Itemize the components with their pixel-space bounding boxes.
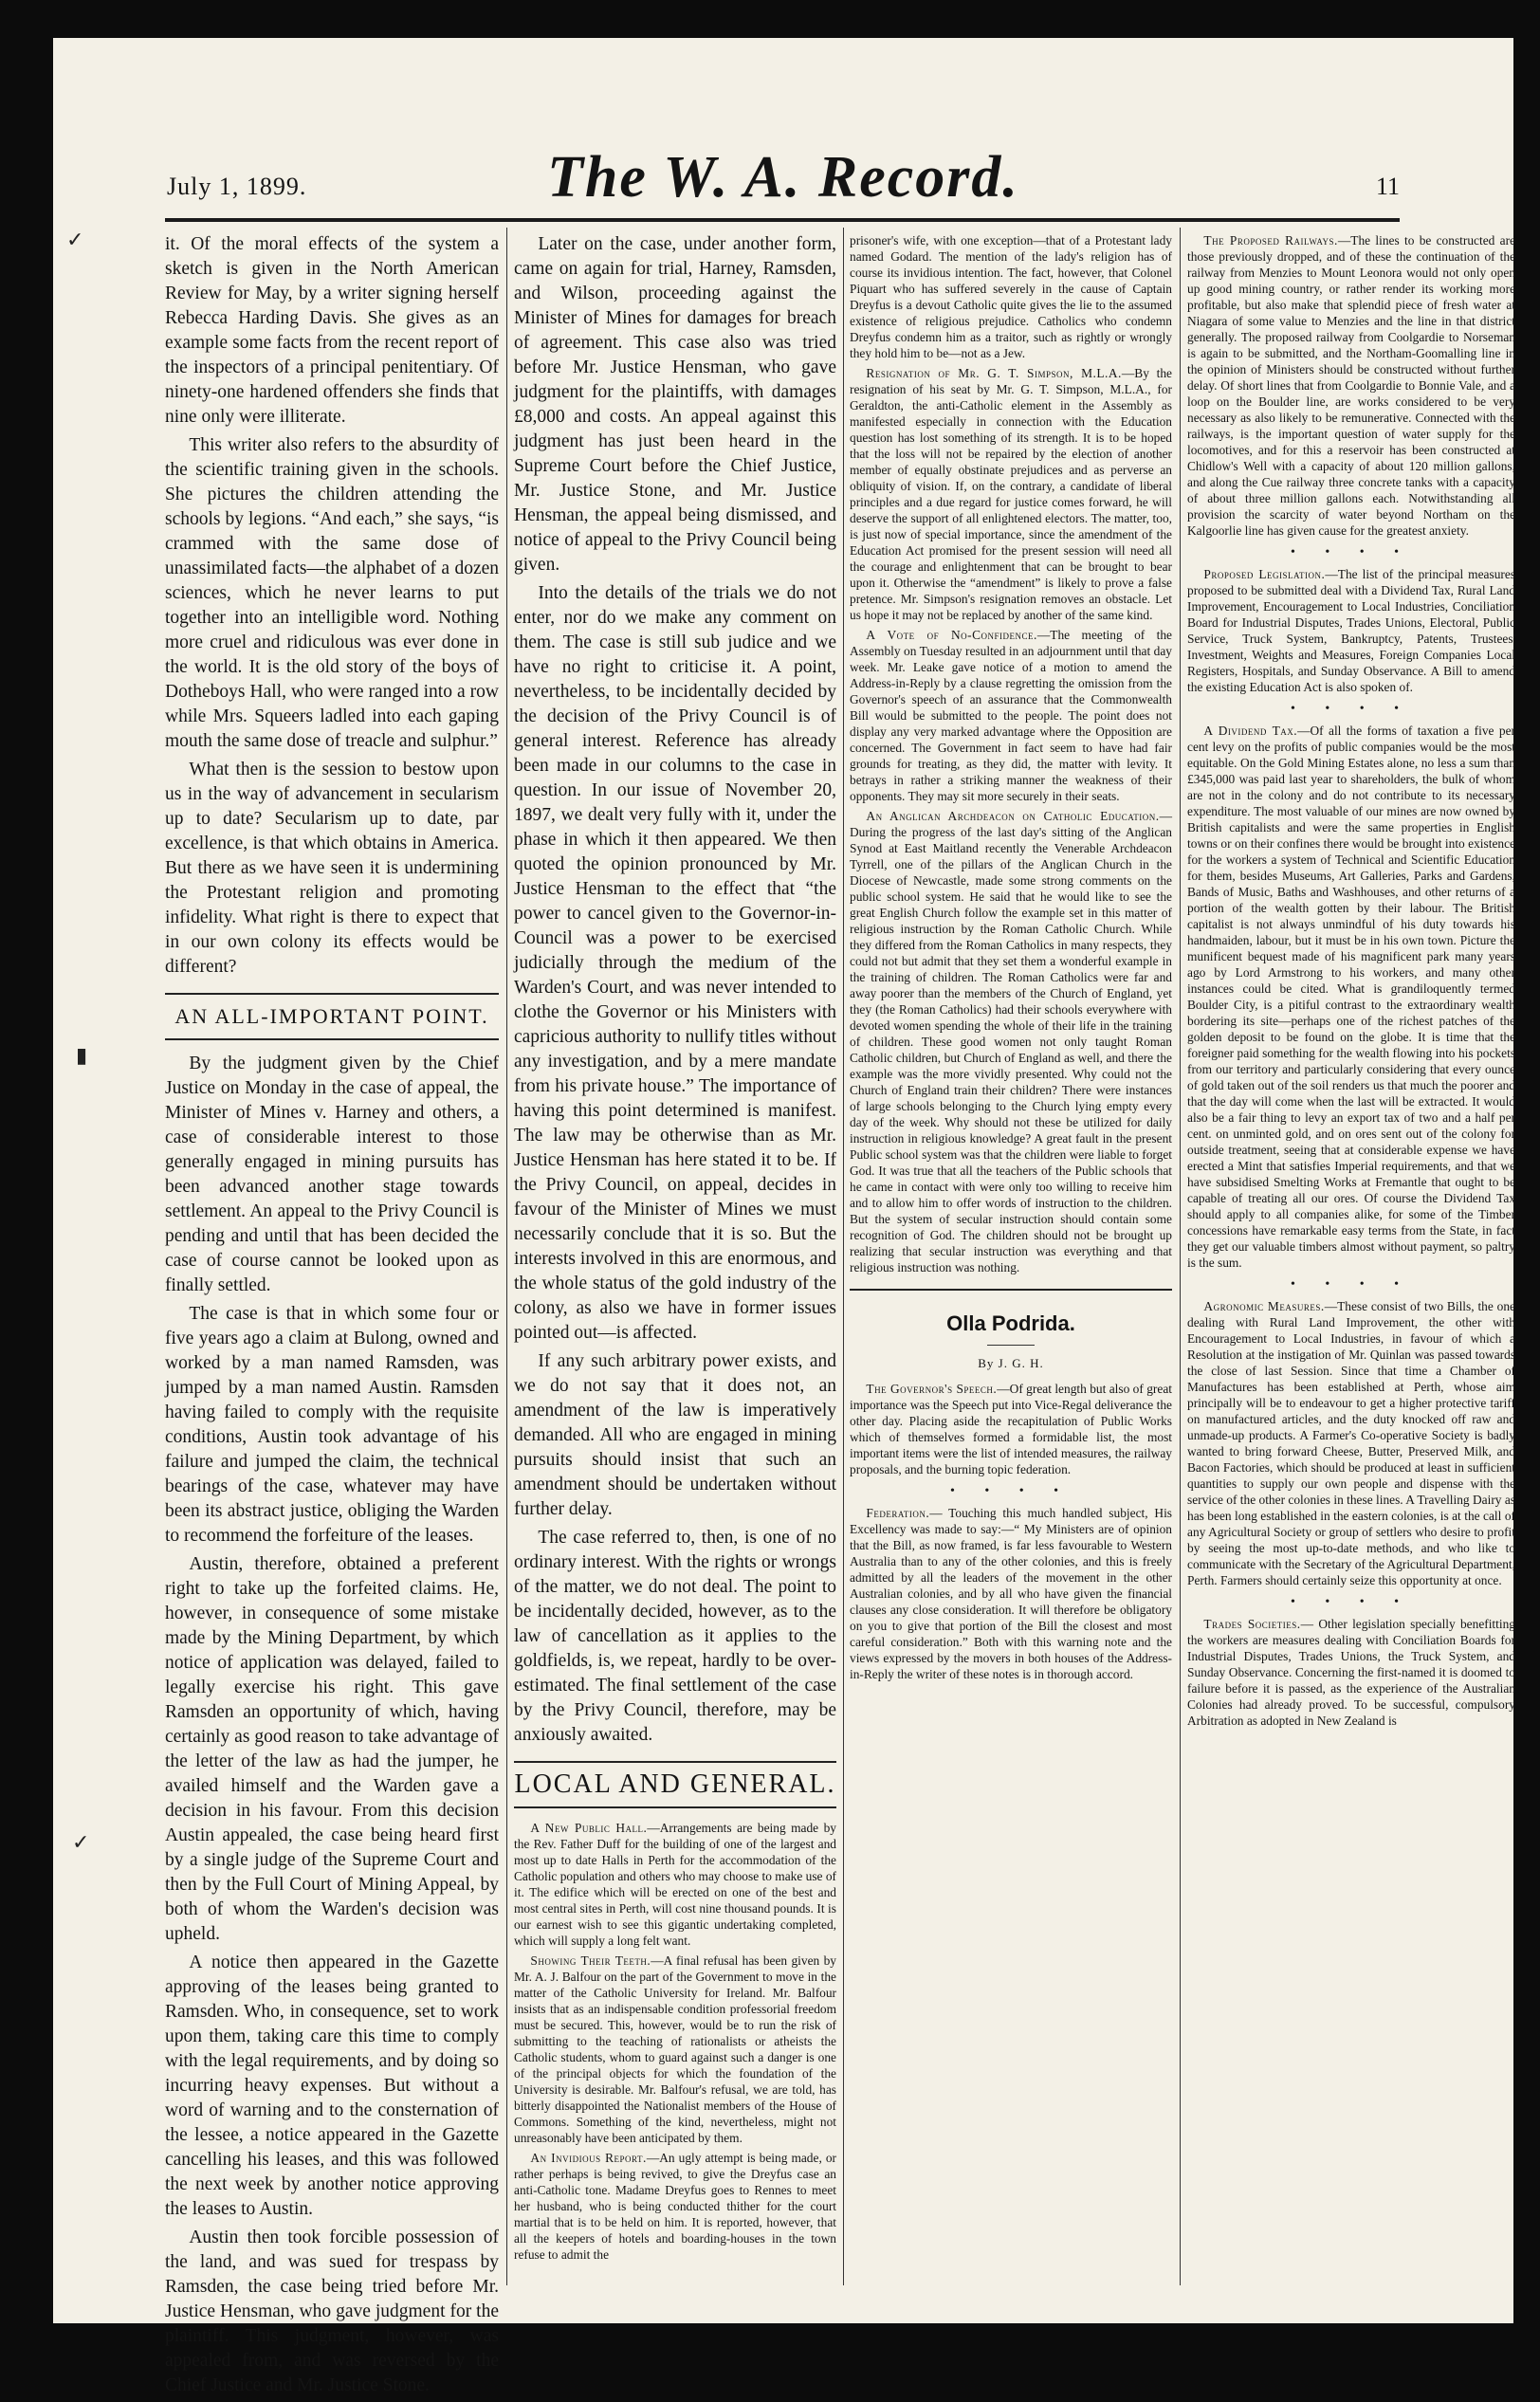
item-title: A New Public Hall. (530, 1821, 648, 1835)
newspaper-title: The W. A. Record. (547, 145, 1019, 210)
news-item (850, 1381, 1172, 1477)
news-item (514, 1820, 836, 1949)
item-body: —By the resignation of his seat by Mr. G. T. Simpson, M.L.A., for Geraldton, the anti-Catholic element in the Assembly as manifested especially in connection with the Education question has lost something of its strength. It is to be hoped that the loss will not be repaired by the election of another member of equally obstinate prejudices and as perverse an obliquity of vision. If, on the contrary, a candidate of liberal principles and a due regard for justice comes forward, he will deserve the support of all enlightened electors. The matter, too, is just now of special importance, since the amendment of the Education Act promised for the present session will need all the courage and enlightenment that can be brought to bear upon it. Otherwise the “amendment” is likely to prove a false pretence. Mr. Simpson's resignation removes an obstacle. Let us hope it may not be replaced by another of the same kind. (850, 366, 1172, 622)
item-title: An Invidious Report. (530, 2151, 647, 2165)
news-item (1187, 232, 1515, 539)
column-divider (1180, 228, 1181, 2285)
paragraph: The case is that in which some four or five years ago a claim at Bulong, owned and worked by a man named Ramsden, was jumped by a man named Austin. Ramsden having failed to comply with the requisite conditions, Austin took advantage of his failure and jumped the claim, the technical bearings of the case, whatever may have been its abstract justice, obliging the Warden to recommend the forfeiture of the leases. (165, 1304, 499, 1546)
column-3 (850, 232, 1172, 1686)
paragraph: Later on the case, under another form, came on again for trial, Harney, Ramsden, and Wilson, proceeding against the Minister of Mines for damages for breach of agreement. This case also was tried before Mr. Justice Hensman, who gave judgment for the plaintiffs, with damages £8,000 and costs. An appeal against this judgment has just been heard in the Supreme Court before the Chief Justice, Mr. Justice Stone, and Mr. Justice Hensman, the appeal being dismissed, and notice of appeal to the Privy Council being given. (514, 234, 836, 575)
paragraph: Austin, therefore, obtained a preferent right to take up the forfeited claims. He, however, in consequence of some mistake made by the Mining Department, by which notice of application was delayed, failed to legally exercise his right. This gave Ramsden an opportunity of which, having certainly as good reason to take advantage of the letter of the law as had the jumper, he availed himself and the Warden gave a decision in his favour. From this decision Austin appealed, the case being heard first by a single judge of the Supreme Court and then by the Full Court of Mining Appeal, by both of whom the Warden's decision was upheld. (165, 1554, 499, 1944)
item-title: A Vote of No-Confidence. (866, 628, 1037, 642)
item-title: Proposed Legislation. (1203, 567, 1326, 581)
paragraph: By the judgment given by the Chief Justice on Monday in the case of appeal, the Minister of Mines v. Harney and others, a case of considerable interest to those generally engaged in mining pursuits has been advanced another stage towards settlement. An appeal to the Privy Council is pending and until that has been decided the case of course cannot be looked upon as finally settled. (165, 1054, 499, 1295)
margin-mark-icon: ✓ (66, 228, 84, 251)
news-item (1187, 1298, 1515, 1588)
paragraph: A notice then appeared in the Gazette approving of the leases being granted to Ramsden. Who, in consequence, set to work upon them, taking care this time to comply with the legal requirements, and by doing so incurring heavy expenses. But without a word of warning and to the consternation of the lessee, a notice appeared in the Gazette cancelling his leases, and this was followed the next week by another notice approving the leases to Austin. (165, 1953, 499, 2219)
news-item (1187, 1616, 1515, 1729)
item-body: —A final refusal has been given by Mr. A. J. Balfour on the part of the Government to move in the matter of the Catholic University for Ireland. Mr. Balfour insists that as an indispensable condition professorial freedom must be secured. This, however, would be to run the risk of submitting to the teaching of rationalists or atheists the Catholic students, whom to guard against such a danger is one of the principal objects for which the foundation of the University is desirable. Mr. Balfour's refusal, we are told, has bitterly disappointed the Nationalist members of the House of Commons. Something of the kind, nevertheless, might not unreasonably have been anticipated by them. (514, 1953, 836, 2145)
section-heading: AN ALL-IMPORTANT POINT. (165, 993, 499, 1040)
news-item (514, 2150, 836, 2263)
item-title: Federation. (866, 1506, 930, 1520)
news-item (850, 1505, 1172, 1682)
page-number: 11 (1375, 173, 1400, 200)
margin-mark-icon: ▮ (76, 1043, 88, 1067)
paragraph: prisoner's wife, with one exception—that of a Protestant lady named Godard. The mention of the lady's religion has of course its invidious intention. The fact, however, that Colonel Piquart who has suffered severely in the cause of Captain Dreyfus is a devout Catholic quite gives the lie to the assumed existence of religious prejudice. Catholics who condemn Dreyfus condemn him as a traitor, such as rightly or wrongly they hold him to be—not as a Jew. (850, 233, 1172, 360)
small-rule (987, 1345, 1035, 1346)
byline: By J. G. H. (978, 1356, 1044, 1370)
section-rule (850, 1289, 1172, 1291)
issue-date: July 1, 1899. (167, 173, 307, 200)
item-title: The Governor's Speech. (866, 1382, 998, 1396)
column-4 (1187, 232, 1515, 1733)
item-body: —The meeting of the Assembly on Tuesday resulted in an adjournment until that day week. Mr. Leake gave notice of a motion to amend the Address-in-Reply by a clause regretting the omission from the Governor's speech of an assurance that the Commonwealth Bill would be submitted to the people. The point does not display any very marked advantage where the Opposition are concerned. The Government in fact seem to have had fair grounds for treating, as they did, the matter with levity. It betrays in rather a striking manner the weakness of their opponents. They may sit more securely in their seats. (850, 628, 1172, 803)
item-title: Showing Their Teeth. (530, 1953, 651, 1968)
news-item (850, 365, 1172, 623)
paragraph: Into the details of the trials we do not enter, nor do we make any comment on them. The case is still sub judice and we have no right to criticise it. A point, nevertheless, to be incidentally decided by the decision of the Privy Council is of general interest. Reference has already been made in our columns to the case in question. In our issue of November 20, 1897, we dealt very fully with it, under the phase in which it then appeared. We then quoted the opinion pronounced by Mr. Justice Hensman to the effect that “the power to cancel given to the Governor-in-Council was a power to be exercised judicially through the medium of the Warden's Court, and was never intended to clothe the Governor or his Ministers with capricious authority to nullify titles without any investigation, and by a mere mandate from his private house.” The importance of having this point determined is manifest. The law may be otherwise than as Mr. Justice Hensman has here stated it to be. If the Privy Council, on appeal, decides in favour of the Minister of Mines we must necessarily conclude that it is so. But the interests involved in this are enormous, and the whole status of the gold industry of the colony, as also we have in former issues pointed out—is affected. (514, 583, 836, 1343)
news-item (1187, 566, 1515, 695)
margin-mark-icon: ✓ (72, 1830, 90, 1854)
newspaper-page (53, 38, 1516, 2395)
item-body: — Other legislation specially benefitting the workers are measures dealing with Conciliation Boards for Industrial Disputes, Trades Unions, the Truck System, and Sunday Observance. Concerning the first-named it is doomed to failure before it is passed, as the experience of the Australian Colonies had already proved. To be successful, compulsory Arbitration as adopted in New Zealand is (1187, 1617, 1515, 1728)
ornament-stars: • • • • (1290, 702, 1413, 716)
item-body: —The lines to be constructed are those previously dropped, and of these the continuation of the railway from Menzies to Mount Leonora would not only open up good mining country, or rather render its working more profitable, but also make that splendid piece of fresh water at Niagara of some value to Menzies and the line in that district generally. The proposed railway from Coolgardie to Norseman is again to be submitted, and the Northam-Goomalling line in the opinion of Ministers should be constructed without further delay. Of short lines that from Coolgardie to Bonnie Vale, and a loop on the Boulder line, are works considered to be very necessary as also likely to be remunerative. Connected with the railways, is the important question of water supply for the locomotives, and for this a reservoir has been constructed at Chidlow's Well with a capacity of about 120 million gallons, and along the Cue railway three concrete tanks with a capacity of about three million gallons each. Notwithstanding all provision the scarcity of water beyond Northam on the Kalgoorlie line has given cause for the greatest anxiety. (1187, 233, 1515, 538)
item-body: —An ugly attempt is being made, or rather perhaps is being revived, to give the Dreyfus case an anti-Catholic tone. Madame Dreyfus goes to Rennes to meet her husband, who is being conducted thither for the court martial that is to be held on him. It is reported, however, that all the keepers of hotels and boarding-houses in the town refuse to admit the (514, 2151, 836, 2262)
item-body: —During the progress of the last day's sitting of the Anglican Synod at East Maitland recently the Venerable Archdeacon Tyrrell, one of the pillars of the Anglican Church in the Diocese of Newcastle, made some strong comments on the public school system. He said that he would like to see the great English Church follow the example set in this matter of religious instruction by the Roman Catholic Church. While they differed from the Roman Catholics in many respects, they could not but admit that they set them a wonderful example in the training of children. The Roman Catholics were far and away poorer than the members of the Church of England, yet they (the Roman Catholics) had their schools everywhere with devoted women spending the whole of their life in the training of children. These good women not only taught Roman Catholic children, but Church of England as well, and there the example was the more vividly presented. Why could not the Church of England train their children? There were instances of large schools belonging to the Church lying empty every day of the week. Why should not these be utilized for daily instruction in religious knowledge? A great fault in the present Public school system was that the children were liable to forget God. It was true that all the teachers of the Public schools that he came in contact with were only too willing to receive him and to allow him to offer words of instruction to the children. But the system of secular instruction should contain some recognition of God. The children should not be brought up realizing that secular instruction was everything and that religious instruction was nothing. (850, 809, 1172, 1274)
news-item (850, 627, 1172, 804)
paragraph: What then is the session to bestow upon us in the way of advancement in secularism up to date? Secularism up to date, par excellence, is that which obtains in America. But there as we have seen it is undermining the Protestant religion and promoting infidelity. What right is there to expect that in our own colony its effects would be different? (165, 760, 499, 977)
paragraph: it. Of the moral effects of the system a sketch is given in the North American Review for May, by a writer signing herself Rebecca Harding Davis. She gives as an example some facts from the recent report of the inspectors of a principal penitentiary. Of ninety-one hardened offenders she finds that nine only were illiterate. (165, 234, 499, 427)
item-title: The Proposed Railways. (1203, 233, 1338, 248)
item-body: —Of all the forms of taxation a five per cent levy on the profits of public companies would be the most equitable. On the Gold Mining Estates alone, no less a sum than £345,000 was paid last year to shareholders, the bulk of whom are not in the colony and do not contribute to its necessary expenditure. The most valuable of our mines are now owned by British capitalists and were the same properties in English towns or on their confines there would be brought into existence for the workers a system of Technical and Scientific Education for them, besides Museums, Art Galleries, Parks and Gardens, Bands of Music, Baths and Washhouses, and other returns of a portion of the wealth gotten by their labour. The British capitalist is not always unmindful of his duty towards his handmaiden, labour, but it must be in his own town. Picture the munificent bequest made of his magnificent park many years ago by Lord Armstrong to his workers, and many other instances could be cited. What is grandiloquently termed Boulder City, is a pitiful contrast to the extraordinary wealth bordering its site—perhaps one of the richest patches of the golden deposit to be found on the globe. It is time that the foreigner paid something for the wealth flowing into his pockets from our territory and particularly considering that every ounce of gold taken out of the soil renders us that much the poorer and that the day will come when the last will be extracted. It would also be a fair thing to levy an export tax of two and a half per cent. on unminted gold, and on ores sent out of the colony for outside treatment, seeing that at considerable expense we have erected a Mint that satisfies Imperial requirements, and that we have subsidised Smelting Works at Fremantle that ought to be capable of treating all our ores. Of course the Dividend Tax should apply to all companies alike, for some of the Timber concessions have remarkable easy terms from the State, in fact they get our valuable timbers almost without payment, so paltry is the sum. (1187, 724, 1515, 1270)
ornament-stars: • • • • (1290, 1595, 1413, 1609)
section-heading: LOCAL AND GENERAL. (514, 1761, 836, 1808)
ornament-stars: • • • • (1290, 545, 1413, 559)
item-body: —The list of the principal measures proposed to be submitted deal with a Dividend Tax, Rural Land Improvement, Encouragement to Local Industries, Conciliation Board for Industrial Disputes, Trades Unions, Electoral, Public Service, Truck System, Bankruptcy, Patents, Trustees' Investment, Weights and Measures, Foreign Companies Local Registers, Hospitals, and Sunday Observance. A Bill to amend the existing Education Act is also spoken of. (1187, 567, 1516, 694)
item-body: —These consist of two Bills, the one dealing with Rural Land Improvement, the other with Encouragement to Local Industries, in favour of which a Resolution at the instigation of Mr. Quinlan was passed towards the close of last Session. Since that time a Chamber of Manufactures has been established at Perth, whose aim principally will be to endeavour to get a higher protective tariff on manufactured articles, and the duty knocked off raw and unmade-up products. A Farmer's Co-operative Society is badly wanted to bring forward Cheese, Butter, Preserved Milk, and Bacon Factories, which should be produced at least in sufficient quantities to supply our own people and dispense with the service of the other colonies in these lines. A Travelling Dairy as has been long established in the eastern colonies, is at the call of any Agricultural Society or group of settlers who desire to profit by seeing the most up-to-date methods, and who like to communicate with the Secretary of the Agricultural Department, Perth. Farmers should certainly seize this opportunity at once. (1187, 1299, 1515, 1587)
item-body: — Touching this much handled subject, His Excellency was made to say:—“ My Ministers are of opinion that the Bill, as now framed, is far less favourable to Western Australia than to any of the other colonies, and this is freely admitted by all the leaders of the movement in the other Australian colonies, and by all who have given the financial clauses any close consideration. It will therefore be obligatory on you to give that portion of the Bill the closest and most careful consideration.” Both with this warning note and the views expressed by the movers in both houses of the Address-in-Reply the writer of these notes is in thorough accord. (850, 1506, 1172, 1681)
column-2 (514, 232, 836, 2266)
column-divider (843, 228, 844, 2285)
column-divider (506, 228, 507, 2285)
item-title: Resignation of Mr. G. T. Simpson, M.L.A. (866, 366, 1122, 380)
paragraph: Austin then took forcible possession of the land, and was sued for trespass by Ramsden, the case being tried before Mr. Justice Hensman, who gave judgment for the plaintiff. This judgment, however, was appealed from, and was reversed by the Chief Justice and Mr. Justice Stone. (165, 2228, 499, 2395)
paragraph: If any such arbitrary power exists, and we do not say that it does not, an amendment of the law is imperatively demanded. All who are engaged in mining pursuits should insist that such an amendment should be undertaken without further delay. (514, 1351, 836, 1519)
masthead-rule (165, 218, 1400, 222)
news-item (514, 1953, 836, 2146)
paragraph: The case referred to, then, is one of no ordinary interest. With the rights or wrongs of the matter, we do not deal. The point to be incidentally decided, however, as to the law of cancellation as it applies to the goldfields, is, we repeat, hardly to be over-estimated. The final settlement of the case by the Privy Council, therefore, may be anxiously awaited. (514, 1528, 836, 1745)
item-body: —Arrangements are being made by the Rev. Father Duff for the building of one of the largest and most up to date Halls in Perth for the accommodation of the Catholic population and others who may choose to make use of it. The edifice which will be erected on one of the best and most central sites in Perth, will cost nine thousand pounds. It is our earnest wish to see this gigantic undertaking completed, which will supply a long felt want. (514, 1821, 836, 1948)
news-item (1187, 723, 1515, 1271)
item-title: An Anglican Archdeacon on Catholic Education. (866, 809, 1160, 823)
column-1 (165, 232, 499, 2402)
item-title: A Dividend Tax. (1203, 724, 1298, 738)
column-heading: Olla Podrida. (946, 1311, 1075, 1335)
item-body: —Of great length but also of great importance was the Speech put into Vice-Regal deliverance the other day. Placing aside the recapitulation of Public Works which of themselves formed a formidable list, the most important items were the list of intended measures, the railway proposals, and the burning topic federation. (850, 1382, 1172, 1476)
masthead (53, 38, 1513, 210)
ornament-stars: • • • • (1290, 1277, 1413, 1292)
ornament-stars: • • • • (949, 1484, 1072, 1498)
paragraph: This writer also refers to the absurdity of the scientific training given in the schools. She pictures the children attending the schools by legions. “And each,” she says, “is crammed with the same dose of unassimilated facts—the alphabet of a dozen sciences, which he never learns to put together into an intelligible word. Nothing more cruel and ridiculous was ever done in the world. It is the old story of the boys of Dotheboys Hall, who were ranged into a row while Mrs. Squeers ladled into each gaping mouth the same dose of treacle and sulphur.” (165, 435, 499, 751)
item-title: Trades Societies. (1203, 1617, 1301, 1631)
item-title: Agronomic Measures. (1203, 1299, 1325, 1313)
news-item (850, 808, 1172, 1275)
